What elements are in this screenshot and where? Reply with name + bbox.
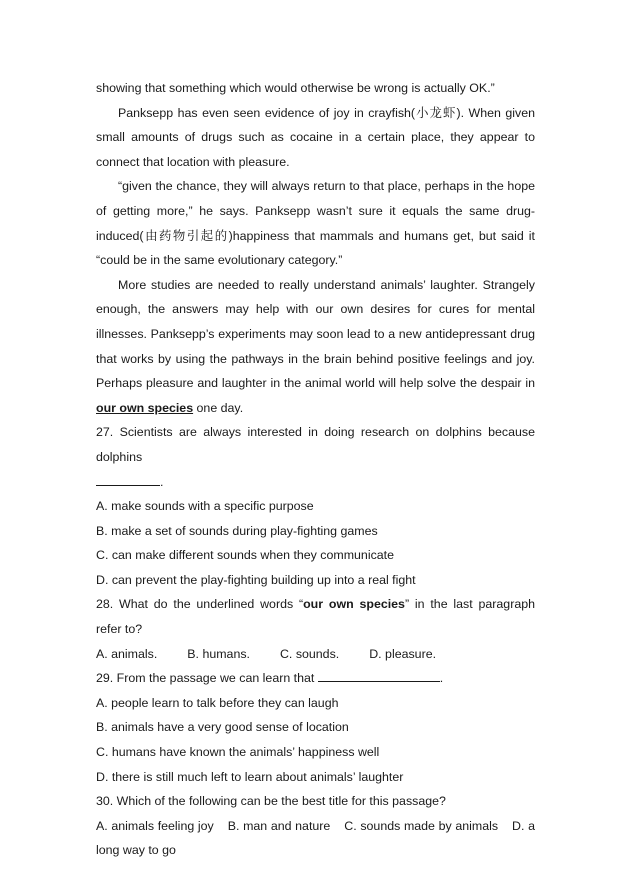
question-29-stem: 29. From the passage we can learn that — [96, 671, 318, 686]
passage-paragraph-1: Panksepp has even seen evidence of joy in crayfish(小龙虾). When given small amounts of drugs such as cocaine in a certain place, they appear to connect that location with pleasure. — [96, 105, 535, 169]
question-29-option-b: B. animals have a very good sense of location — [96, 720, 349, 735]
question-29-end: . — [439, 671, 444, 686]
question-27-blank-line — [96, 470, 535, 495]
question-30-option-d: D. a long way to go — [96, 818, 535, 858]
question-29-option-a: A. people learn to talk before they can laugh — [96, 695, 339, 710]
question-28-option-a: A. animals. — [96, 646, 158, 661]
question-28-stem-start: 28. What do the underlined words “ — [96, 597, 304, 612]
answer-blank — [318, 667, 440, 682]
question-27-option-c: C. can make different sounds when they communicate — [96, 548, 394, 563]
question-30-stem: 30. Which of the following can be the best title for this passage? — [96, 794, 446, 809]
question-28-bold-phrase: our own species — [303, 597, 405, 612]
question-29-stem-line — [96, 666, 535, 691]
question-28-options — [96, 642, 535, 667]
passage-paragraph-2: “given the chance, they will always return to that place, perhaps in the hope of getting more,” he says. Panksepp wasn’t sure it equals the same drug-induced(由药物引起的)happiness that mammals and humans get, but said it “could be in the same evolutionary category.” — [96, 179, 535, 268]
question-28-stem-end: ” in the last paragraph refer to? — [96, 597, 535, 637]
paragraph-3-end: one day. — [193, 400, 244, 415]
question-28-option-c: C. sounds. — [279, 646, 340, 661]
passage-paragraph-3 — [96, 273, 535, 421]
question-28-stem — [96, 592, 535, 641]
question-30-options — [96, 814, 535, 863]
question-28-option-d: D. pleasure. — [369, 646, 437, 661]
question-27-stem: 27. Scientists are always interested in doing research on dolphins because dolphins — [96, 425, 535, 464]
document-page — [96, 76, 535, 863]
question-29-option-d: D. there is still much left to learn about animals’ laughter — [96, 769, 404, 784]
answer-blank — [96, 471, 160, 486]
question-30-option-a: A. animals feeling joy — [96, 818, 214, 833]
question-27-option-d: D. can prevent the play-fighting building up into a real fight — [96, 572, 416, 587]
question-29-option-c: C. humans have known the animals’ happiness well — [96, 745, 380, 760]
paragraph-3-text: More studies are needed to really understand animals’ laughter. Strangely enough, the answers may help with our own desires for cures for mental illnesses. Panksepp’s experiments may soon lead to a new antidepressant drug that works by using the pathways in the brain behind positive feelings and joy. Perhaps pleasure and laughter in the animal world will help solve the despair in — [96, 277, 535, 391]
passage-paragraph-0: showing that something which would otherwise be wrong is actually OK.” — [96, 81, 495, 95]
question-27-option-b: B. make a set of sounds during play-fighting games — [96, 523, 378, 538]
underlined-phrase: our own species — [96, 400, 194, 415]
question-27-option-a: A. make sounds with a specific purpose — [96, 499, 314, 514]
question-30-option-c: C. sounds made by animals — [344, 818, 499, 833]
question-27-end: . — [160, 474, 164, 489]
question-30-option-b: B. man and nature — [227, 818, 331, 833]
question-28-option-b: B. humans. — [187, 646, 250, 661]
